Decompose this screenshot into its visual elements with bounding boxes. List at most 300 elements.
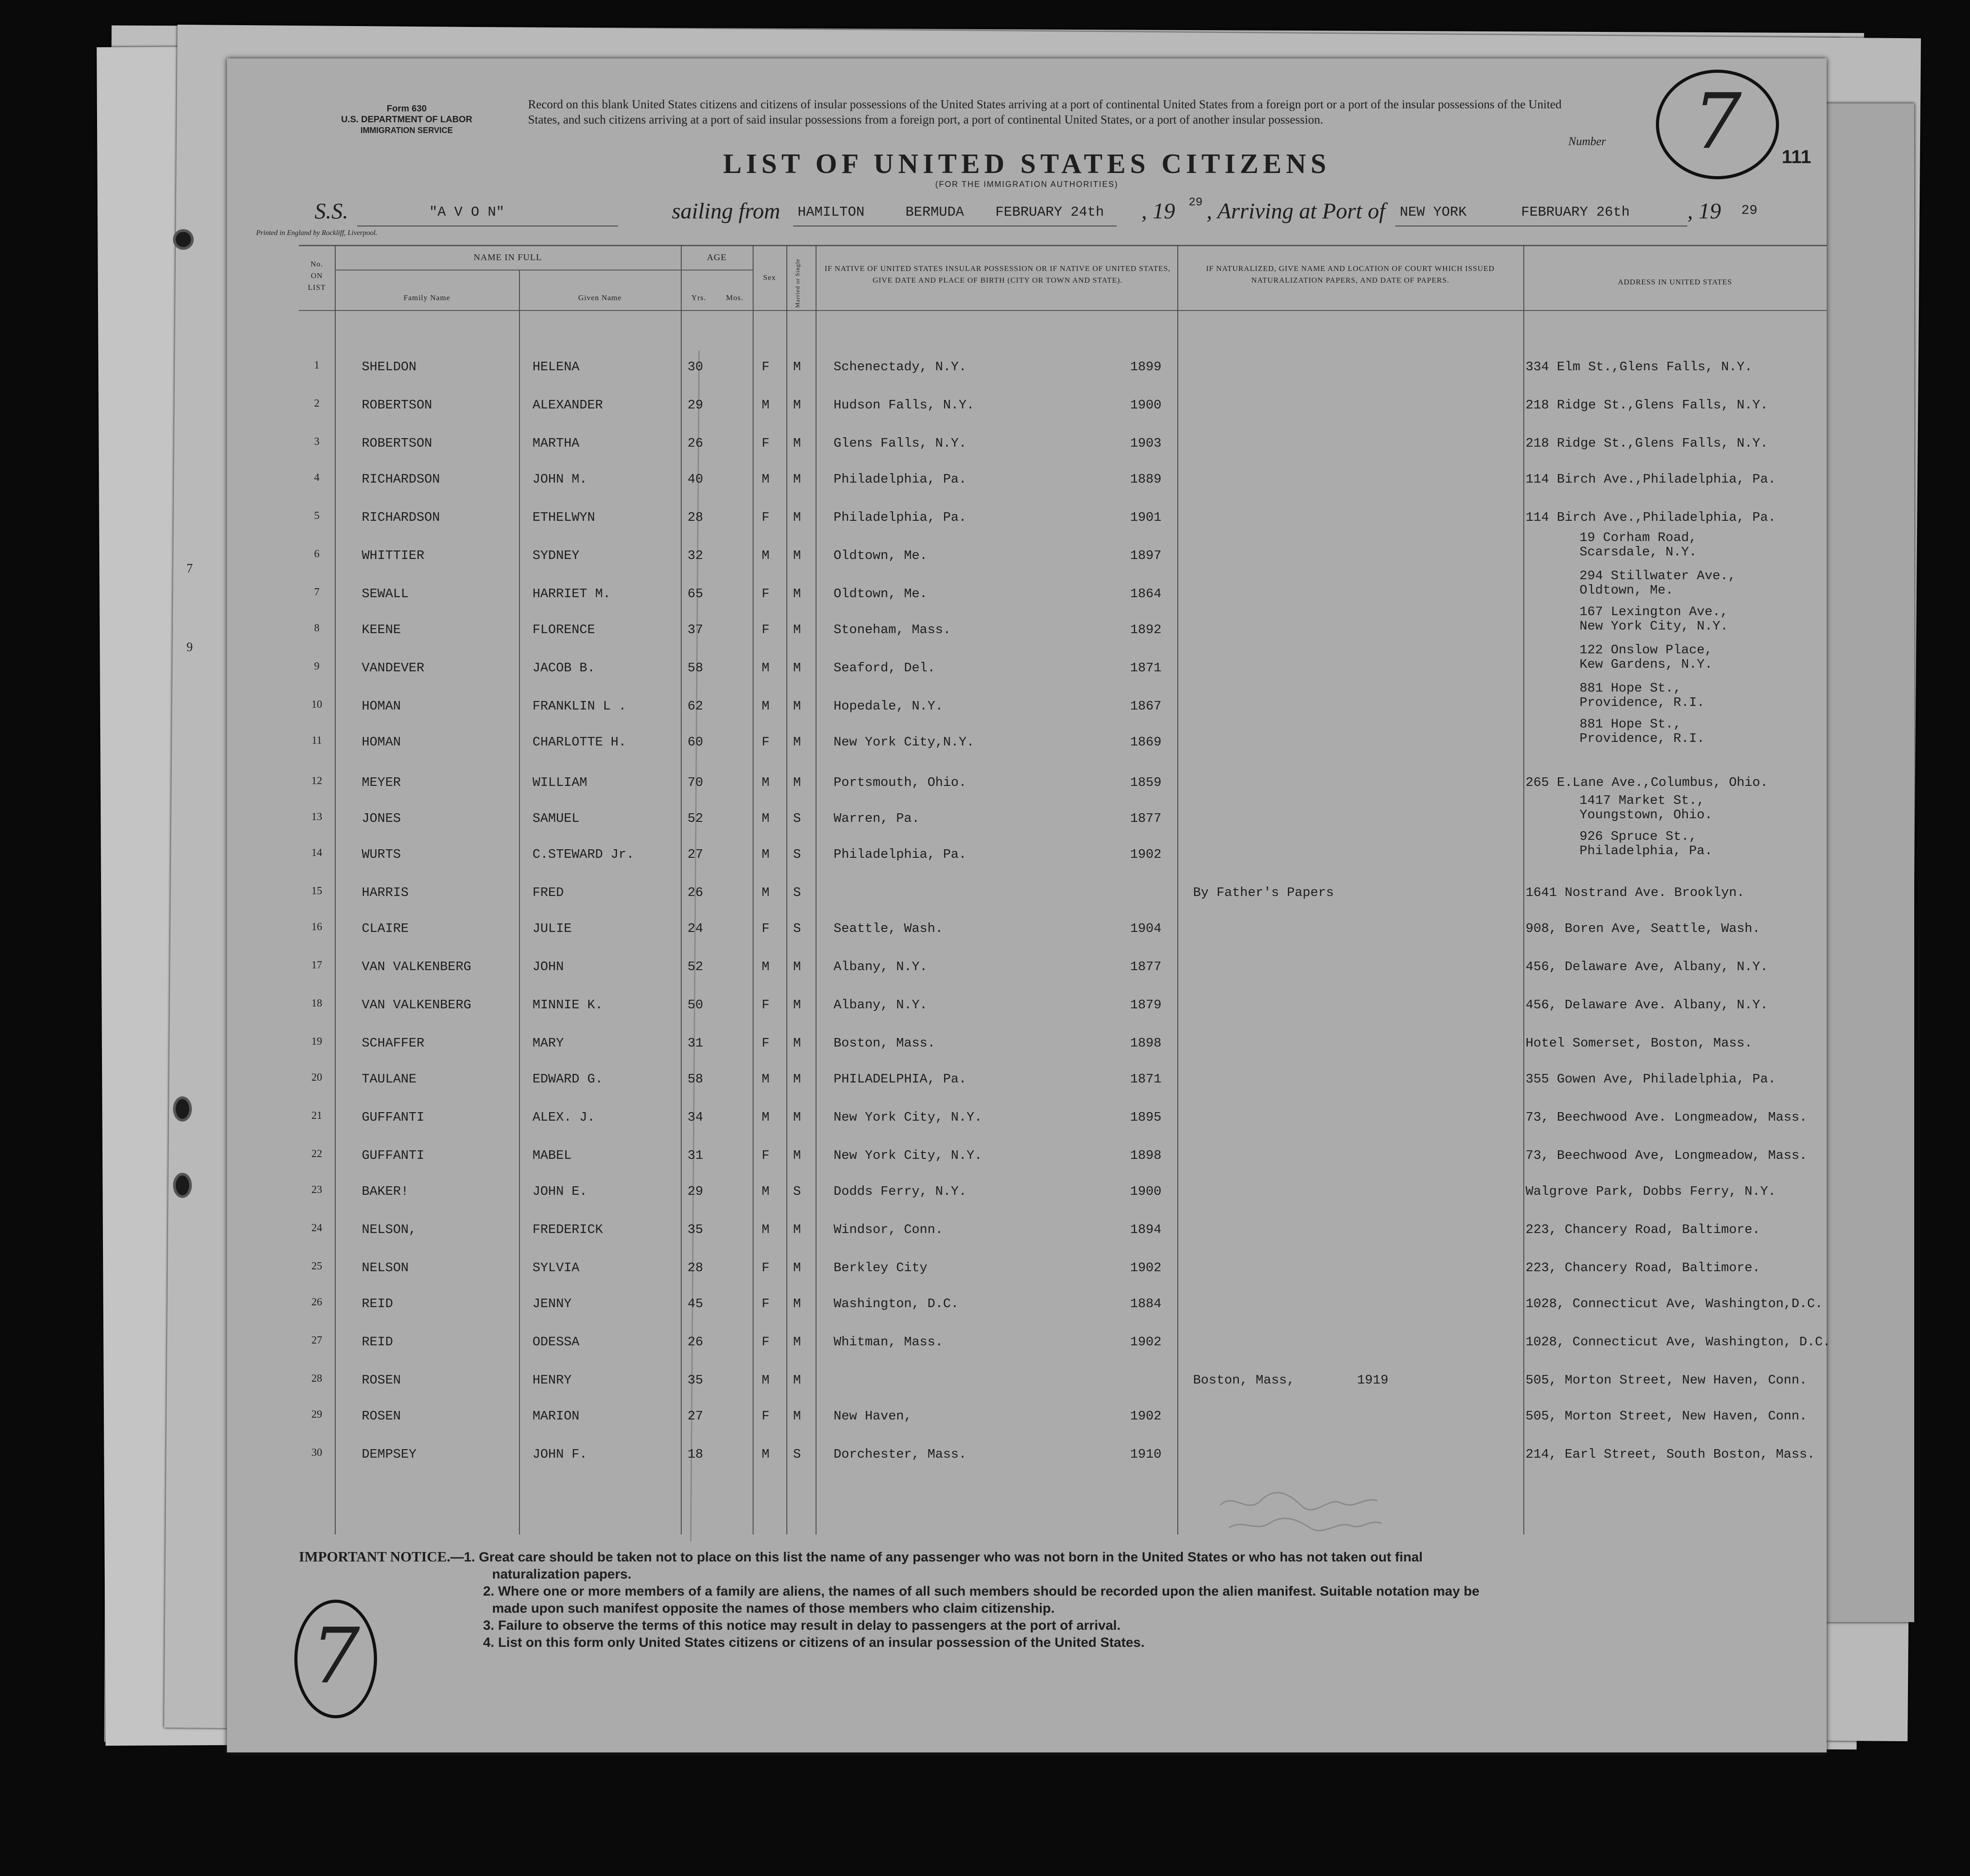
cell-ms: M: [793, 1072, 801, 1087]
notice-lead: IMPORTANT NOTICE.: [299, 1548, 451, 1565]
circled-seven-text: 7: [311, 1612, 360, 1701]
sailing-date: FEBRUARY 24th: [995, 204, 1104, 220]
cell-ms: M: [793, 1110, 801, 1125]
cell-age: 34: [688, 1110, 703, 1125]
important-notice: [299, 1548, 1791, 1651]
margin-mark: 9: [186, 640, 193, 654]
cell-age: 52: [688, 811, 703, 826]
cell-family: CLAIRE: [362, 921, 409, 936]
cell-no: 7: [314, 586, 319, 598]
cell-addr1: 167 Lexington Ave.,: [1580, 604, 1728, 619]
cell-given: ALEX. J.: [532, 1110, 595, 1125]
cell-given: C.STEWARD Jr.: [532, 847, 634, 862]
cell-nat: By Father's Papers: [1193, 885, 1334, 900]
cell-age: 58: [688, 661, 703, 675]
cell-year: 1884: [1130, 1296, 1162, 1311]
cell-addr2: Providence, R.I.: [1580, 695, 1705, 710]
cell-age: 37: [688, 622, 703, 637]
age-subheader-rule: [681, 270, 753, 271]
cell-given: WILLIAM: [532, 775, 587, 790]
cell-age: 52: [688, 959, 703, 974]
cell-family: ROBERTSON: [362, 398, 432, 412]
cell-family: HARRIS: [362, 885, 409, 900]
cell-age: 45: [688, 1296, 703, 1311]
cell-sex: M: [762, 811, 770, 826]
cell-family: SEWALL: [362, 586, 409, 601]
header-sex: Sex: [763, 273, 776, 282]
cell-year: 1859: [1130, 775, 1162, 790]
cell-sex: F: [762, 510, 770, 525]
cell-no: 20: [311, 1072, 322, 1083]
cell-birthplace: Philadelphia, Pa.: [834, 510, 967, 525]
cell-sex: F: [762, 1335, 770, 1349]
cell-birthplace: Schenectady, N.Y.: [834, 359, 967, 374]
cell-sex: M: [762, 1110, 770, 1125]
cell-ms: S: [793, 885, 801, 900]
cell-family: JONES: [362, 811, 401, 826]
pencil-check-line: [690, 350, 700, 1541]
cell-sex: F: [762, 622, 770, 637]
cell-birthplace: Berkley City: [834, 1260, 927, 1275]
cell-family: VAN VALKENBERG: [362, 998, 471, 1012]
cell-ms: M: [793, 1222, 801, 1237]
cell-ms: M: [793, 510, 801, 525]
cell-birthplace: Albany, N.Y.: [834, 959, 927, 974]
cell-family: TAULANE: [362, 1072, 417, 1087]
cell-birthplace: Warren, Pa.: [834, 811, 920, 826]
cell-no: 26: [311, 1296, 322, 1308]
cell-year: 1902: [1130, 847, 1162, 862]
cell-birthplace: Boston, Mass.: [834, 1036, 936, 1051]
cell-addr1: 881 Hope St.,: [1580, 681, 1682, 696]
cell-nat: Boston, Mass,: [1193, 1373, 1295, 1388]
cell-ms: M: [793, 359, 801, 374]
cell-sex: M: [762, 959, 770, 974]
cell-addr1: 505, Morton Street, New Haven, Conn.: [1526, 1373, 1807, 1388]
cell-age: 35: [688, 1222, 703, 1237]
cell-no: 25: [311, 1260, 322, 1272]
cell-addr2: Kew Gardens, N.Y.: [1580, 657, 1713, 672]
cell-given: JOHN E.: [532, 1184, 587, 1199]
cell-ms: M: [793, 622, 801, 637]
cell-birthplace: Dorchester, Mass.: [834, 1447, 967, 1462]
arrival-date: FEBRUARY 26th: [1521, 204, 1630, 220]
header-birth: IF NATIVE OF UNITED STATES INSULAR POSSESSION OR IF NATIVE OF UNITED STATES, GIVE DATE AND PLACE OF BIRTH (CITY OR TOWN AND STATE).: [825, 264, 1171, 284]
cell-no: 15: [311, 885, 322, 897]
cell-addr1: 881 Hope St.,: [1580, 717, 1682, 732]
header-name-in-full: NAME IN FULL: [474, 253, 542, 262]
cell-age: 29: [688, 398, 703, 412]
ss-label: S.S.: [315, 198, 348, 223]
cell-nat-year: 1919: [1357, 1373, 1389, 1388]
cell-addr1: 1417 Market St.,: [1580, 793, 1705, 808]
cell-addr1: 908, Boren Ave, Seattle, Wash.: [1526, 921, 1761, 936]
header-naturalized: IF NATURALIZED, GIVE NAME AND LOCATION OF COURT WHICH ISSUED NATURALIZATION PAPERS, AND DATE OF PAPERS.: [1206, 264, 1495, 284]
cell-year: 1898: [1130, 1036, 1162, 1051]
year-prefix: , 19: [1687, 198, 1721, 223]
page-title: LIST OF UNITED STATES CITIZENS: [723, 149, 1331, 179]
cell-family: ROSEN: [362, 1373, 401, 1388]
cell-ms: M: [793, 1409, 801, 1424]
cell-ms: M: [793, 735, 801, 750]
header-mos: Mos.: [726, 293, 744, 302]
cell-family: SHELDON: [362, 359, 417, 374]
cell-year: 1902: [1130, 1260, 1162, 1275]
name-subheader-rule: [335, 270, 681, 271]
cell-age: 18: [688, 1447, 703, 1462]
cell-family: VANDEVER: [362, 661, 425, 675]
cell-given: FRANKLIN L .: [532, 699, 626, 714]
cell-birthplace: Washington, D.C.: [834, 1296, 959, 1311]
cell-addr1: 355 Gowen Ave, Philadelphia, Pa.: [1526, 1072, 1776, 1087]
cell-given: SYDNEY: [532, 548, 580, 563]
cell-given: SAMUEL: [532, 811, 580, 826]
cell-given: MARTHA: [532, 436, 580, 451]
cell-given: ALEXANDER: [532, 398, 603, 412]
cell-no: 30: [311, 1447, 322, 1459]
cell-year: 1902: [1130, 1335, 1162, 1349]
cell-addr1: 1641 Nostrand Ave. Brooklyn.: [1526, 885, 1745, 900]
cell-birthplace: Portsmouth, Ohio.: [834, 775, 967, 790]
cell-addr2: Oldtown, Me.: [1580, 583, 1673, 598]
cell-no: 4: [314, 472, 319, 483]
cell-year: 1903: [1130, 436, 1162, 451]
cell-family: NELSON,: [362, 1222, 417, 1237]
cell-year: 1904: [1130, 921, 1162, 936]
cell-birthplace: Windsor, Conn.: [834, 1222, 943, 1237]
cell-birthplace: New York City, N.Y.: [834, 1148, 982, 1163]
cell-family: GUFFANTI: [362, 1110, 425, 1125]
cell-birthplace: New Haven,: [834, 1409, 912, 1424]
margin-mark: 7: [186, 562, 193, 576]
cell-given: FREDERICK: [532, 1222, 603, 1237]
cell-ms: S: [793, 847, 801, 862]
number-label: Number: [1568, 135, 1606, 148]
cell-family: NELSON: [362, 1260, 409, 1275]
cell-given: FLORENCE: [532, 622, 595, 637]
cell-no: 23: [311, 1184, 322, 1196]
cell-year: 1899: [1130, 359, 1162, 374]
cell-addr1: 73, Beechwood Ave. Longmeadow, Mass.: [1526, 1110, 1807, 1125]
cell-sex: F: [762, 1148, 770, 1163]
cell-year: 1877: [1130, 811, 1162, 826]
cell-birthplace: Glens Falls, N.Y.: [834, 436, 967, 451]
punch-hole: [173, 1096, 192, 1122]
cell-age: 26: [688, 1335, 703, 1349]
cell-no: 9: [314, 661, 319, 672]
cell-birthplace: Seattle, Wash.: [834, 921, 943, 936]
cell-no: 11: [311, 735, 322, 746]
cell-addr1: 1028, Connecticut Ave, Washington, D.C.: [1526, 1335, 1831, 1349]
cell-ms: S: [793, 811, 801, 826]
cell-addr1: 73, Beechwood Ave, Longmeadow, Mass.: [1526, 1148, 1807, 1163]
cell-age: 27: [688, 847, 703, 862]
cell-given: ETHELWYN: [532, 510, 595, 525]
cell-addr1: 456, Delaware Ave, Albany, N.Y.: [1526, 959, 1768, 974]
cell-addr1: 456, Delaware Ave. Albany, N.Y.: [1526, 998, 1768, 1012]
cell-sex: M: [762, 398, 770, 412]
cell-ms: M: [793, 1373, 801, 1388]
cell-family: KEENE: [362, 622, 401, 637]
cell-family: ROBERTSON: [362, 436, 432, 451]
cell-age: 28: [688, 1260, 703, 1275]
cell-addr1: 505, Morton Street, New Haven, Conn.: [1526, 1409, 1807, 1424]
cell-no: 22: [311, 1148, 322, 1160]
cell-sex: M: [762, 775, 770, 790]
cell-ms: M: [793, 775, 801, 790]
cell-year: 1901: [1130, 510, 1162, 525]
instructions: Record on this blank United States citizens and citizens of insular possessions of the United States arriving at a port of continental United States from a foreign port or a port of the insular possessions of the United States, and such citizens arriving at a port of said insular possessions from a foreign port, a port of continental United States, or a port of another insular possession.: [528, 98, 1562, 126]
header-family-name: Family Name: [403, 293, 450, 302]
cell-age: 62: [688, 699, 703, 714]
cell-year: 1867: [1130, 699, 1162, 714]
cell-year: 1902: [1130, 1409, 1162, 1424]
notice-item-1-cont: naturalization papers.: [492, 1567, 632, 1582]
cell-given: SYLVIA: [532, 1260, 580, 1275]
cell-addr1: 926 Spruce St.,: [1580, 829, 1697, 844]
cell-family: MEYER: [362, 775, 401, 790]
cell-birthplace: Seaford, Del.: [834, 661, 936, 675]
handwritten-signature: [1216, 1478, 1386, 1541]
cell-age: 32: [688, 548, 703, 563]
cell-ms: M: [793, 1148, 801, 1163]
cell-year: 1910: [1130, 1447, 1162, 1462]
cell-birthplace: Albany, N.Y.: [834, 998, 927, 1012]
column-rule: [335, 245, 336, 1535]
cell-birthplace: Hopedale, N.Y.: [834, 699, 943, 714]
cell-given: JOHN M.: [532, 472, 587, 487]
notice-item-2-cont: made upon such manifest opposite the names of those members who claim citizenship.: [492, 1601, 1055, 1616]
column-rule: [1523, 245, 1524, 1535]
cell-sex: M: [762, 1184, 770, 1199]
cell-sex: M: [762, 472, 770, 487]
cell-sex: M: [762, 885, 770, 900]
column-rule: [1177, 245, 1178, 1535]
column-rule: [786, 245, 787, 1535]
circled-seven-stamp: [294, 1600, 377, 1718]
cell-birthplace: Dodds Ferry, N.Y.: [834, 1184, 967, 1199]
manifest-page: [227, 58, 1831, 1752]
cell-year: 1877: [1130, 959, 1162, 974]
cell-year: 1864: [1130, 586, 1162, 601]
arrival-port: NEW YORK: [1400, 204, 1467, 220]
cell-addr1: 114 Birch Ave.,Philadelphia, Pa.: [1526, 510, 1776, 525]
cell-ms: M: [793, 436, 801, 451]
cell-no: 28: [311, 1373, 322, 1384]
cell-sex: M: [762, 1072, 770, 1087]
header-given-name: Given Name: [578, 293, 622, 302]
cell-year: 1871: [1130, 661, 1162, 675]
column-rule: [753, 245, 754, 1535]
cell-family: SCHAFFER: [362, 1036, 425, 1051]
cell-sex: F: [762, 998, 770, 1012]
cell-addr2: Philadelphia, Pa.: [1580, 843, 1713, 858]
cell-family: WHITTIER: [362, 548, 425, 563]
cell-given: HELENA: [532, 359, 580, 374]
notice-item-1: —1. Great care should be taken not to place on this list the name of any passenger who was not born in the United States or who has not taken out final: [450, 1550, 1423, 1565]
header-bottom-rule: [299, 310, 1827, 311]
cell-family: RICHARDSON: [362, 472, 440, 487]
cell-age: 27: [688, 1409, 703, 1424]
notice-item-4: 4. List on this form only United States citizens or citizens of an insular possession of the United States.: [483, 1635, 1145, 1650]
cell-given: JENNY: [532, 1296, 572, 1311]
cell-no: 13: [311, 811, 322, 823]
cell-family: DEMPSEY: [362, 1447, 417, 1462]
cell-no: 27: [311, 1335, 322, 1346]
cell-no: 17: [311, 959, 322, 971]
cell-no: 8: [314, 622, 319, 634]
cell-ms: S: [793, 921, 801, 936]
cell-family: GUFFANTI: [362, 1148, 425, 1163]
cell-sex: M: [762, 548, 770, 563]
cell-addr1: 19 Corham Road,: [1580, 530, 1697, 545]
cell-ms: M: [793, 661, 801, 675]
header-text: ON: [311, 271, 323, 280]
punch-hole: [173, 1173, 192, 1198]
page-subtitle: (FOR THE IMMIGRATION AUTHORITIES): [935, 180, 1118, 189]
cell-no: 29: [311, 1409, 322, 1420]
cell-sex: F: [762, 1260, 770, 1275]
cell-ms: M: [793, 586, 801, 601]
sailing-year: 29: [1189, 195, 1203, 209]
cell-year: 1895: [1130, 1110, 1162, 1125]
ship-name: "A V O N": [429, 204, 505, 220]
service: IMMIGRATION SERVICE: [360, 126, 453, 135]
arriving-label: , Arriving at Port of: [1207, 198, 1385, 223]
header-text: LIST: [308, 283, 326, 292]
cell-year: 1869: [1130, 735, 1162, 750]
cell-addr1: 218 Ridge St.,Glens Falls, N.Y.: [1526, 398, 1768, 412]
cell-sex: M: [762, 699, 770, 714]
cell-addr1: 294 Stillwater Ave.,: [1580, 568, 1736, 583]
cell-ms: M: [793, 548, 801, 563]
cell-year: 1897: [1130, 548, 1162, 563]
cell-given: CHARLOTTE H.: [532, 735, 626, 750]
cell-year: 1871: [1130, 1072, 1162, 1087]
from-country: BERMUDA: [905, 204, 964, 220]
cell-age: 70: [688, 775, 703, 790]
cell-year: 1894: [1130, 1222, 1162, 1237]
arrival-year: 29: [1741, 203, 1758, 218]
header-married-single: Married or Single: [794, 258, 801, 308]
cell-given: JULIE: [532, 921, 572, 936]
cell-addr1: 218 Ridge St.,Glens Falls, N.Y.: [1526, 436, 1768, 451]
cell-no: 6: [314, 548, 319, 560]
cell-ms: S: [793, 1184, 801, 1199]
cell-ms: M: [793, 699, 801, 714]
cell-family: ROSEN: [362, 1409, 401, 1424]
cell-birthplace: Hudson Falls, N.Y.: [834, 398, 975, 412]
column-rule: [519, 270, 520, 1535]
cell-ms: M: [793, 959, 801, 974]
cell-given: HENRY: [532, 1373, 572, 1388]
cell-addr2: New York City, N.Y.: [1580, 619, 1728, 634]
cell-addr1: 223, Chancery Road, Baltimore.: [1526, 1222, 1761, 1237]
cell-family: HOMAN: [362, 735, 401, 750]
cell-given: JOHN F.: [532, 1447, 587, 1462]
cell-given: JOHN: [532, 959, 564, 974]
cell-given: HARRIET M.: [532, 586, 611, 601]
cell-ms: M: [793, 1036, 801, 1051]
cell-age: 31: [688, 1148, 703, 1163]
cell-family: RICHARDSON: [362, 510, 440, 525]
cell-ms: M: [793, 1260, 801, 1275]
header-age: AGE: [706, 253, 727, 262]
cell-birthplace: PHILADELPHIA, Pa.: [834, 1072, 967, 1087]
cell-age: 30: [688, 359, 703, 374]
cell-no: 19: [311, 1036, 322, 1047]
cell-no: 21: [311, 1110, 322, 1122]
cell-birthplace: New York City, N.Y.: [834, 1110, 982, 1125]
from-port: HAMILTON: [798, 204, 865, 220]
cell-age: 65: [688, 586, 703, 601]
cell-sex: F: [762, 735, 770, 750]
cell-age: 26: [688, 885, 703, 900]
cell-no: 3: [314, 436, 319, 448]
cell-ms: M: [793, 472, 801, 487]
cell-no: 14: [311, 847, 322, 859]
cell-year: 1900: [1130, 398, 1162, 412]
department: U.S. DEPARTMENT OF LABOR: [341, 115, 472, 124]
cell-no: 24: [311, 1222, 322, 1234]
cell-sex: F: [762, 436, 770, 451]
cell-addr1: 265 E.Lane Ave.,Columbus, Ohio.: [1526, 775, 1768, 790]
cell-given: MARION: [532, 1409, 580, 1424]
cell-no: 5: [314, 510, 319, 522]
cell-addr2: Providence, R.I.: [1580, 731, 1705, 746]
cell-age: 26: [688, 436, 703, 451]
cell-addr1: Walgrove Park, Dobbs Ferry, N.Y.: [1526, 1184, 1776, 1199]
circled-list-number: [1656, 70, 1779, 179]
cell-addr1: 223, Chancery Road, Baltimore.: [1526, 1260, 1761, 1275]
cell-family: BAKER!: [362, 1184, 409, 1199]
cell-addr1: 114 Birch Ave.,Philadelphia, Pa.: [1526, 472, 1776, 487]
handwritten-number: 7: [1693, 77, 1742, 166]
cell-addr1: 214, Earl Street, South Boston, Mass.: [1526, 1447, 1815, 1462]
header-address: ADDRESS IN UNITED STATES: [1618, 278, 1732, 286]
cell-birthplace: Philadelphia, Pa.: [834, 472, 967, 487]
cell-birthplace: Philadelphia, Pa.: [834, 847, 967, 862]
cell-age: 50: [688, 998, 703, 1012]
cell-sex: F: [762, 1296, 770, 1311]
cell-addr1: 334 Elm St.,Glens Falls, N.Y.: [1526, 359, 1753, 374]
cell-sex: M: [762, 1222, 770, 1237]
table-top-rule: [299, 245, 1827, 246]
cell-sex: F: [762, 586, 770, 601]
cell-no: 12: [311, 775, 322, 787]
cell-ms: M: [793, 1296, 801, 1311]
cell-no: 1: [314, 359, 319, 371]
cell-age: 31: [688, 1036, 703, 1051]
cell-sex: M: [762, 1373, 770, 1388]
printer-credit: Printed in England by Rockliff, Liverpool.: [256, 229, 377, 237]
header-yrs: Yrs.: [691, 293, 706, 302]
cell-addr1: 1028, Connecticut Ave, Washington,D.C.: [1526, 1296, 1823, 1311]
cell-no: 10: [311, 699, 322, 710]
cell-ms: M: [793, 1335, 801, 1349]
cell-year: 1900: [1130, 1184, 1162, 1199]
year-prefix: , 19: [1141, 198, 1175, 223]
cell-year: 1898: [1130, 1148, 1162, 1163]
cell-age: 58: [688, 1072, 703, 1087]
cell-family: HOMAN: [362, 699, 401, 714]
cell-age: 35: [688, 1373, 703, 1388]
cell-birthplace: Whitman, Mass.: [834, 1335, 943, 1349]
cell-no: 18: [311, 998, 322, 1009]
notice-item-2: 2. Where one or more members of a family are aliens, the names of all such members should be recorded upon the alien manifest. Suitable notation may be: [483, 1584, 1480, 1599]
header-text: No.: [310, 260, 324, 268]
cell-given: MABEL: [532, 1148, 572, 1163]
